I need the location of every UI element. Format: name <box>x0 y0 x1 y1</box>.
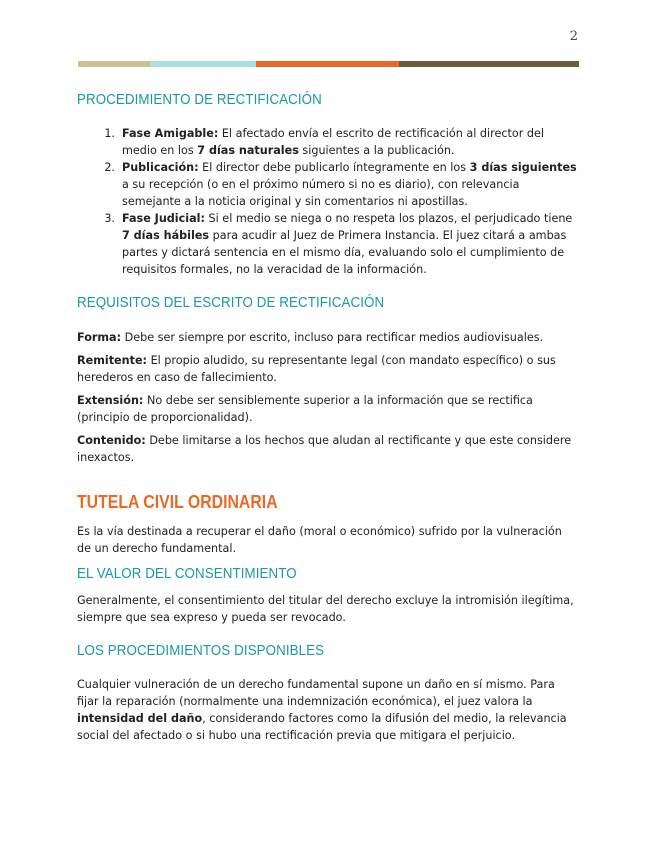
requirements-list <box>77 329 579 466</box>
list-item <box>77 125 579 159</box>
color-bar-segment-1 <box>78 61 150 67</box>
list-number: 3. <box>104 212 115 225</box>
procedures-paragraph <box>77 676 579 744</box>
document-body <box>77 92 579 744</box>
text-span: No debe ser sensiblemente superior a la información que se rectifica (principio de proporcionalidad). <box>77 394 533 424</box>
list-item-text <box>115 125 579 159</box>
civil-intro-paragraph: Es la vía destinada a recuperar el daño (moral o económico) sufrido por la vulneración de un derecho fundamental. <box>77 525 562 555</box>
emphasis: 3 días siguientes <box>469 161 577 174</box>
requirement-item <box>77 392 579 426</box>
list-number: 2. <box>104 161 115 174</box>
list-item <box>77 210 579 278</box>
term-label: Remitente: <box>77 354 148 367</box>
list-number: 1. <box>104 127 115 140</box>
heading-requirements: REQUISITOS DEL ESCRITO DE RECTIFICACIÓN <box>77 295 385 311</box>
consent-paragraph: Generalmente, el consentimiento del titular del derecho excluye la intromisión ilegítima, siempre que sea expreso y pueda ser revocado. <box>77 594 574 624</box>
text-span: El propio aludido, su representante legal (con mandato específico) o sus herederos en caso de fallecimiento. <box>77 354 556 384</box>
term-label: Fase Amigable: <box>122 127 219 140</box>
emphasis: 7 días hábiles <box>122 229 210 242</box>
term-label: Fase Judicial: <box>122 212 205 225</box>
requirement-item <box>77 329 579 346</box>
text-span: Debe limitarse a los hechos que aludan al rectificante y que este considere inexactos. <box>77 434 572 464</box>
emphasis: 7 días naturales <box>197 144 299 157</box>
term-label: Forma: <box>77 331 122 344</box>
text-span: Cualquier vulneración de un derecho fundamental supone un daño en sí mismo. Para fijar la reparación (normalmente una indemnización económica), el juez valora la <box>77 678 555 708</box>
emphasis: intensidad del daño <box>77 712 203 725</box>
text-span: Si el medio se niega o no respeta los plazos, el perjudicado tiene <box>204 212 573 225</box>
heading-consent: EL VALOR DEL CONSENTIMIENTO <box>77 566 297 582</box>
color-bar-segment-2 <box>150 61 256 67</box>
heading-procedures: LOS PROCEDIMIENTOS DISPONIBLES <box>77 643 325 659</box>
text-span: Debe ser siempre por escrito, incluso para rectificar medios audiovisuales. <box>121 331 544 344</box>
list-item-text <box>115 210 579 278</box>
term-label: Publicación: <box>122 161 199 174</box>
heading-rectification-procedure: PROCEDIMIENTO DE RECTIFICACIÓN <box>77 92 322 108</box>
requirement-item <box>77 432 579 466</box>
term-label: Contenido: <box>77 434 146 447</box>
text-span: El director debe publicarlo íntegramente en los <box>198 161 470 174</box>
text-span: a su recepción (o en el próximo número si no es diario), con relevancia semejante a la noticia original y sin comentarios ni apostillas. <box>122 178 520 208</box>
color-bar-segment-4 <box>399 61 579 67</box>
heading-civil-protection: TUTELA CIVIL ORDINARIA <box>77 492 278 512</box>
term-label: Extensión: <box>77 394 144 407</box>
rectification-steps-list <box>77 125 579 278</box>
text-span: siguientes a la publicación. <box>298 144 455 157</box>
text-span: , considerando factores como la difusión del medio, la relevancia social del afectado o si hubo una rectificación previa que mitigara el perjuicio. <box>77 712 567 742</box>
text-span: El afectado envía el escrito de rectificación al director del medio en los <box>122 127 545 157</box>
list-item-text <box>115 159 579 210</box>
list-item <box>77 159 579 210</box>
page-number: 2 <box>569 29 578 44</box>
text-span: para acudir al Juez de Primera Instancia. El juez citará a ambas partes y dictará sentencia en el mismo día, evaluando solo el cumplimiento de requisitos formales, no la veracidad de la información. <box>122 229 567 276</box>
decorative-color-bar <box>78 61 579 67</box>
color-bar-segment-3 <box>256 61 399 67</box>
requirement-item <box>77 352 579 386</box>
